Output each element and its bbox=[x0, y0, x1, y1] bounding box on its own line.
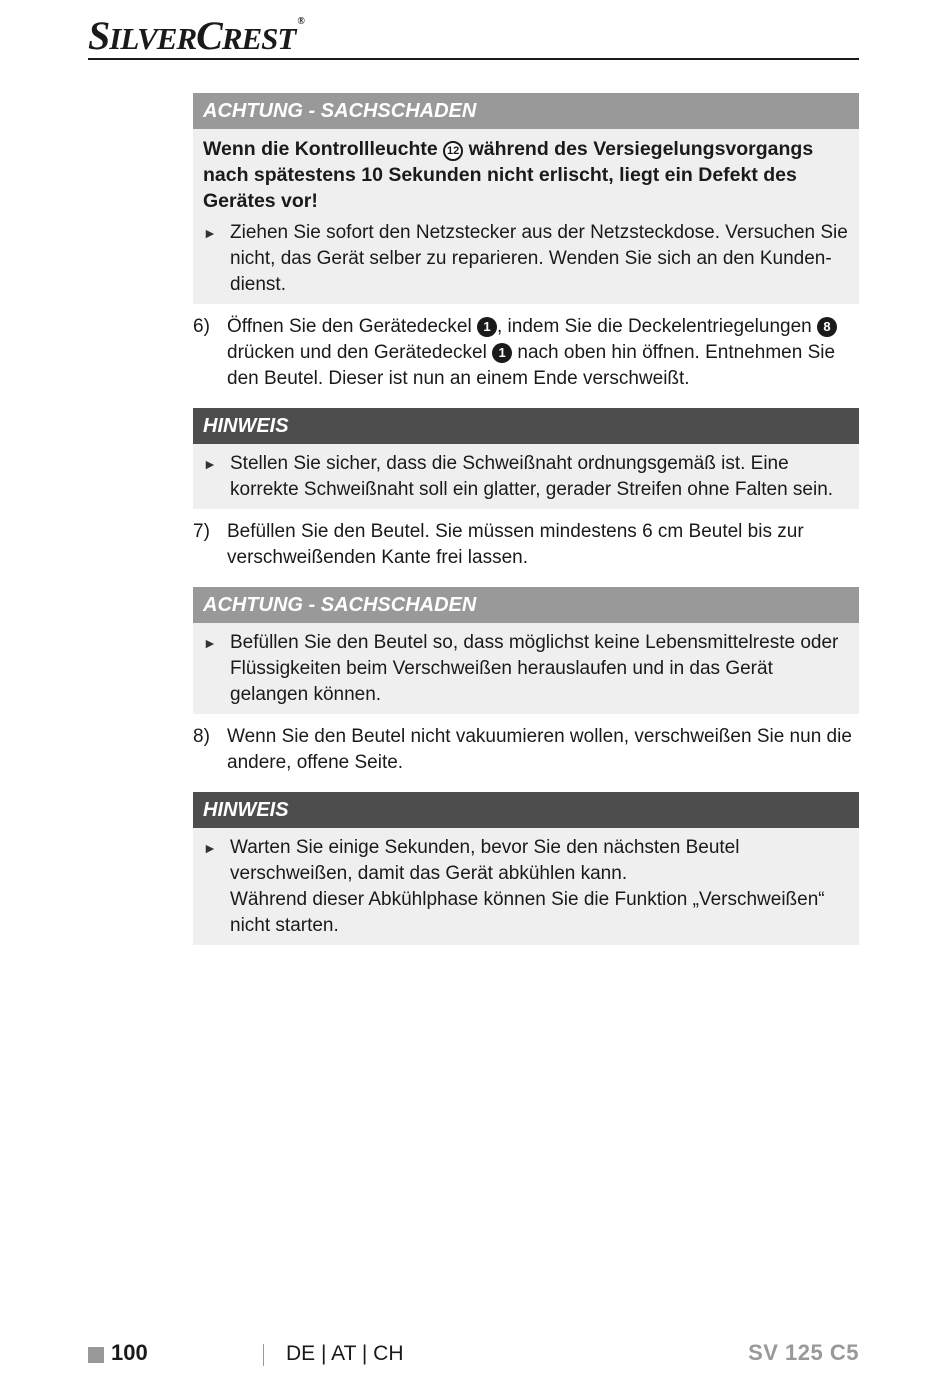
note-bullet-text-2: Während dieser Abkühlphase können Sie die Funktion „Verschweißen“ nicht starten. bbox=[230, 889, 825, 936]
note-bullet-text-1: Warten Sie einige Sekunden, bevor Sie den nächsten Beutel verschweißen, damit das Gerät abkühlen kann. bbox=[230, 837, 740, 884]
note-title: HINWEIS bbox=[193, 408, 859, 444]
warning-bullet bbox=[203, 630, 849, 708]
warning-bullet bbox=[203, 220, 849, 298]
warning-box-1 bbox=[193, 93, 859, 304]
warning-body bbox=[193, 623, 859, 714]
warning-bullet-text: Ziehen Sie sofort den Netzstecker aus der Netzsteckdose. Versuchen Sie nicht, das Gerät selber zu reparieren. Wenden Sie sich an den Kundendienst. bbox=[230, 222, 848, 295]
footer-divider bbox=[263, 1344, 264, 1366]
warning-bullet-text: Befüllen Sie den Beutel so, dass möglichst keine Lebensmittelreste oder Flüssigkeiten beim Verschweißen herauslaufen und in das Gerät gelangen können. bbox=[230, 632, 839, 705]
step-6 bbox=[193, 314, 859, 392]
note-body bbox=[193, 828, 859, 945]
step-7 bbox=[193, 519, 859, 571]
step-7-text: Befüllen Sie den Beutel. Sie müssen mindestens 6 cm Beutel bis zur verschweißenden Kante frei lassen. bbox=[227, 521, 804, 568]
bullet-arrow-icon: ► bbox=[203, 635, 217, 651]
warning-box-2 bbox=[193, 587, 859, 714]
step-6-text-1: Öffnen Sie den Gerätedeckel bbox=[227, 316, 472, 337]
warning-body bbox=[193, 129, 859, 304]
language-codes: DE | AT | CH bbox=[286, 1342, 404, 1365]
page-number: 100 bbox=[111, 1340, 148, 1365]
bullet-arrow-icon: ► bbox=[203, 225, 217, 241]
page-footer bbox=[88, 1340, 859, 1370]
note-bullet bbox=[203, 835, 849, 939]
step-6-text-3: drücken und den Gerätedeckel bbox=[227, 342, 487, 363]
bullet-arrow-icon: ► bbox=[203, 456, 217, 472]
warning-lead bbox=[203, 136, 849, 214]
step-number: 6) bbox=[193, 316, 210, 337]
lid-ref-icon-2: 1 bbox=[492, 343, 512, 363]
step-number: 7) bbox=[193, 521, 210, 542]
brand-logo: SILVERCREST ® bbox=[88, 13, 304, 58]
model-number: SV 125 C5 bbox=[748, 1340, 859, 1365]
step-8 bbox=[193, 724, 859, 776]
page-content bbox=[193, 93, 859, 955]
note-bullet-text: Stellen Sie sicher, dass die Schweißnaht ordnungsgemäß ist. Eine korrekte Schweißnaht soll ein glatter, gerader Streifen ohne Falten sein. bbox=[230, 453, 834, 500]
page-header bbox=[88, 8, 859, 60]
indicator-light-ref-icon: 12 bbox=[443, 141, 463, 161]
registered-mark: ® bbox=[297, 16, 304, 27]
warning-lead-text-2: während des Versiegelungsvorgangs nach spätestens 10 Sekunden nicht erlischt, liegt ein Defekt des Gerätes vor! bbox=[203, 138, 814, 212]
step-6-text-2: , indem Sie die Deckelentriegelungen bbox=[496, 316, 812, 337]
warning-lead-text-1: Wenn die Kontrollleuchte bbox=[203, 138, 438, 160]
note-box-1 bbox=[193, 408, 859, 509]
note-bullet bbox=[203, 451, 849, 503]
warning-title: ACHTUNG - SACHSCHADEN bbox=[193, 93, 859, 129]
bullet-arrow-icon: ► bbox=[203, 840, 217, 856]
step-number: 8) bbox=[193, 726, 210, 747]
page-marker-icon bbox=[88, 1347, 104, 1363]
step-8-text: Wenn Sie den Beutel nicht vakuumieren wollen, verschweißen Sie nun die andere, offene Seite. bbox=[227, 726, 852, 773]
note-body bbox=[193, 444, 859, 509]
step-6-text-4: nach oben hin öffnen. Entnehmen Sie den Beutel. Dieser ist nun an einem Ende verschweißt. bbox=[227, 342, 836, 389]
warning-title: ACHTUNG - SACHSCHADEN bbox=[193, 587, 859, 623]
lid-release-ref-icon: 8 bbox=[817, 317, 837, 337]
note-box-2 bbox=[193, 792, 859, 945]
lid-ref-icon: 1 bbox=[477, 317, 497, 337]
note-title: HINWEIS bbox=[193, 792, 859, 828]
